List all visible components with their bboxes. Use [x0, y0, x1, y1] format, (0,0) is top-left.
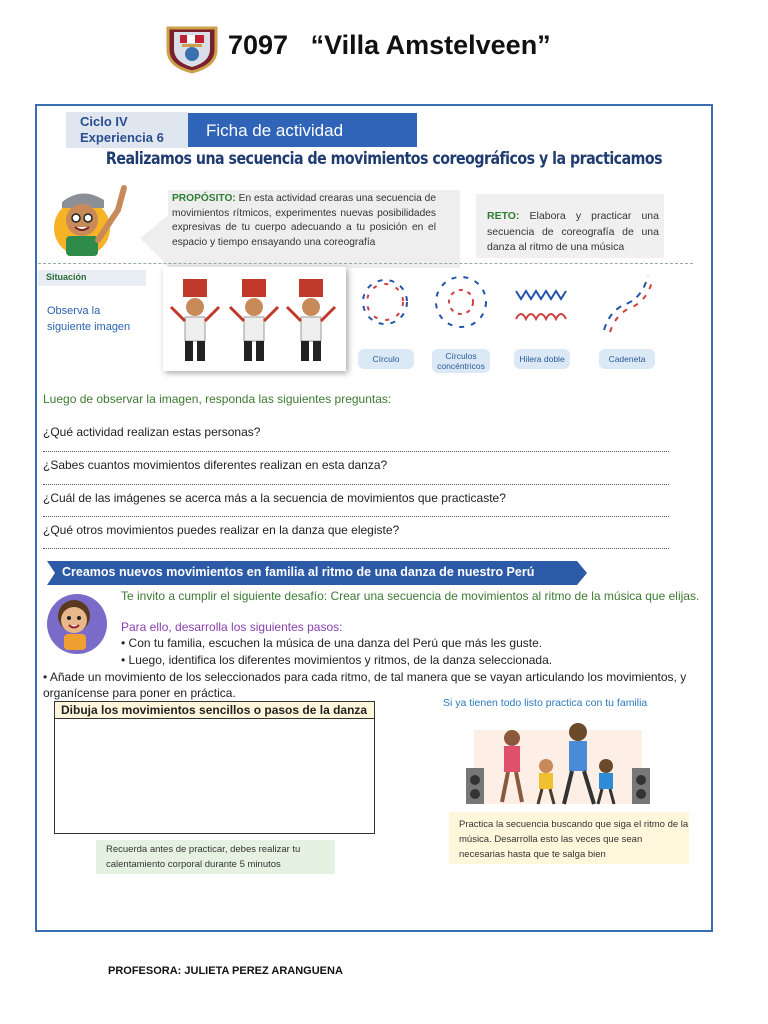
school-crest-logo — [162, 22, 222, 74]
boy-illustration — [48, 180, 132, 260]
formation-label-double-row: Hilera doble — [514, 349, 570, 369]
observe-line-2: siguiente imagen — [47, 321, 131, 333]
family-dancing-illustration — [466, 716, 650, 808]
challenge-body: Elabora y practicar una secuencia de coreografía de una danza al ritmo de una música — [487, 210, 659, 253]
question-1: ¿Qué actividad realizan estas personas? — [43, 425, 261, 439]
drawing-area[interactable] — [54, 701, 375, 834]
formation-double-row-diagram — [512, 285, 574, 325]
formation-label-circle: Círculo — [358, 349, 414, 369]
girl-illustration — [44, 588, 110, 656]
question-3: ¿Cuál de las imágenes se acerca más a la secuencia de movimientos que practicaste? — [43, 491, 506, 505]
answer-line-4[interactable] — [43, 548, 669, 549]
activity-sheet-label: Ficha de actividad — [188, 113, 417, 147]
challenge-text — [487, 209, 659, 256]
practice-with-family-note: Si ya tienen todo listo practica con tu familia — [443, 697, 648, 709]
purpose-text — [172, 192, 436, 250]
question-4: ¿Qué otros movimientos puedes realizar en la danza que elegiste? — [43, 523, 400, 537]
formation-circle-diagram — [355, 268, 415, 338]
teacher-name: PROFESORA: JULIETA PEREZ ARANGUENA — [108, 965, 343, 977]
drawing-area-title: Dibuja los movimientos sencillos o pasos de la danza — [55, 702, 374, 719]
warmup-reminder: Recuerda antes de practicar, debes realizar tu calentamiento corporal durante 5 minutos — [96, 840, 335, 874]
formation-label-chain: Cadeneta — [599, 349, 655, 369]
section-banner-title: Creamos nuevos movimientos en familia al ritmo de una danza de nuestro Perú — [62, 565, 535, 579]
dancers-image — [163, 267, 346, 371]
school-title: 7097 “Villa Amstelveen” — [228, 30, 551, 60]
section-divider — [38, 263, 693, 264]
steps-intro: Para ello, desarrolla los siguientes pasos: — [121, 620, 343, 634]
page-title: Realizamos una secuencia de movimientos coreográficos y la practicamos — [105, 149, 663, 168]
answer-line-3[interactable] — [43, 516, 669, 517]
step-1: • Con tu familia, escuchen la música de una danza del Perú que más les guste. — [121, 636, 543, 650]
step-3: • Añade un movimiento de los seleccionados para cada ritmo, de tal manera que se vayan articulando los movimientos, y organícense para poner en práctica. — [43, 670, 687, 700]
questions-intro: Luego de observar la imagen, responda las siguientes preguntas: — [43, 392, 392, 406]
purpose-body: En esta actividad crearas una secuencia de movimientos rítmicos, experimentes nuevas posibilidades expresivas de tu cuerpo adecuando a tu posición en el espacio y tiempo ensayando una coreografía — [172, 193, 436, 248]
formation-label-concentric: Círculos concéntricos — [432, 349, 490, 373]
practice-instructions: Practica la secuencia buscando que siga el ritmo de la música. Desarrolla esto las veces que sean necesarias hasta que te salga bien — [449, 812, 689, 864]
formation-chain-diagram — [596, 270, 656, 338]
cycle-experience-label — [66, 112, 188, 148]
observe-line-1: Observa la — [47, 305, 101, 317]
experience-label: Experiencia 6 — [80, 130, 164, 145]
answer-line-2[interactable] — [43, 484, 669, 485]
answer-line-1[interactable] — [43, 451, 669, 452]
observe-instruction — [47, 303, 130, 335]
cycle-label: Ciclo IV — [80, 114, 128, 129]
step-2: • Luego, identifica los diferentes movimientos y ritmos, de la danza seleccionada. — [121, 653, 553, 667]
challenge-invite: Te invito a cumplir el siguiente desafío: Crear una secuencia de movimientos al ritmo de la música que elijas. — [121, 589, 700, 603]
challenge-label: RETO: — [487, 210, 520, 222]
formation-concentric-diagram — [430, 268, 492, 338]
purpose-label: PROPÓSITO: — [172, 193, 236, 204]
situation-label: Situación — [38, 270, 146, 286]
question-2: ¿Sabes cuantos movimientos diferentes realizan en esta danza? — [43, 458, 388, 472]
